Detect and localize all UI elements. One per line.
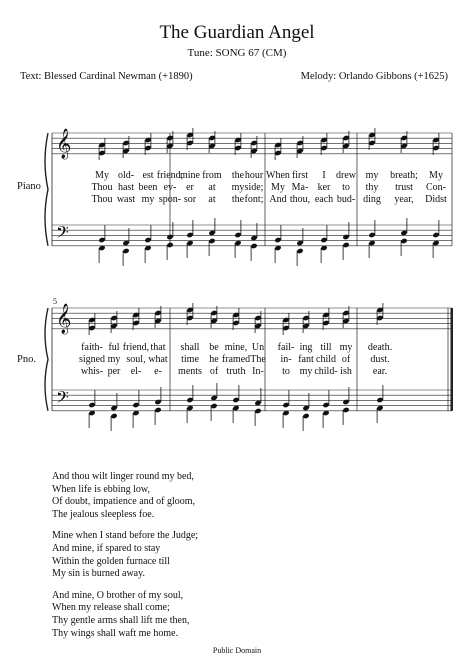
lyric-syllable: child- xyxy=(314,366,338,377)
lyric-syllable: Thou xyxy=(91,194,113,205)
lyric-syllable: thou, xyxy=(289,194,311,205)
lyric-syllable: shall xyxy=(180,342,200,353)
lyric-syllable: est xyxy=(142,170,154,181)
melody-credit: Melody: Orlando Gibbons (+1625) xyxy=(300,71,448,82)
lyric-syllable: at xyxy=(208,194,216,205)
lyric-syllable: My xyxy=(95,170,109,181)
verse-line: Of doubt, impatience and of gloom, xyxy=(52,496,196,508)
lyric-syllable: till xyxy=(320,342,332,353)
lyric-syllable: old- xyxy=(117,170,135,181)
lyric-syllable: ments xyxy=(178,366,202,377)
lyric-syllable: thy xyxy=(365,182,379,193)
bass-clef-icon: 𝄢 xyxy=(56,222,69,246)
lyric-syllable: ker xyxy=(317,182,331,193)
measure-number: 5 xyxy=(53,297,57,306)
instrument-label: Pno. xyxy=(17,354,36,365)
lyric-syllable: been xyxy=(138,182,158,193)
verse-line: And mine, if spared to stay xyxy=(52,542,161,554)
lyric-syllable: fail- xyxy=(277,342,295,353)
lyric-syllable: In- xyxy=(252,366,264,377)
verse-line: And mine, O brother of my soul, xyxy=(52,589,184,601)
verse-line: When life is ebbing low, xyxy=(52,483,150,495)
lyric-syllable: el- xyxy=(130,366,142,377)
lyric-syllable: my xyxy=(365,170,379,181)
lyric-syllable: breath; xyxy=(390,170,418,181)
lyric-syllable: per xyxy=(107,366,121,377)
lyric-syllable: trust xyxy=(395,182,413,193)
lyric-syllable: Un xyxy=(251,342,265,353)
verse-line: Thy gentle arms shall lift me then, xyxy=(52,614,190,626)
text-credit: Text: Blessed Cardinal Newman (+1890) xyxy=(20,71,193,82)
lyric-syllable: to xyxy=(282,366,290,377)
lyric-syllable: that xyxy=(150,342,166,353)
lyric-syllable: mine, xyxy=(224,342,248,353)
instrument-label: Piano xyxy=(17,181,41,192)
verse-line: And thou wilt linger round my bed, xyxy=(52,471,194,482)
lyric-syllable: Thou xyxy=(91,182,113,193)
lyric-syllable: my xyxy=(107,354,121,365)
treble-clef-icon: 𝄞 xyxy=(56,304,72,334)
lyric-syllable: my xyxy=(339,342,353,353)
lyric-syllable: in- xyxy=(280,354,292,365)
lyric-syllable: each xyxy=(314,194,334,205)
lyric-syllable: ear. xyxy=(372,366,388,377)
lyric-syllable: fant xyxy=(298,354,314,365)
lyric-syllable: child xyxy=(316,354,336,365)
lyric-syllable: friend, xyxy=(122,342,150,353)
lyric-syllable: first xyxy=(291,170,309,181)
lyric-syllable: from xyxy=(202,170,222,181)
lyric-syllable: My xyxy=(271,182,285,193)
lyric-syllable: ding xyxy=(363,194,381,205)
lyric-syllable: whis- xyxy=(80,366,104,377)
page-title: The Guardian Angel xyxy=(159,22,315,43)
lyric-syllable: framed xyxy=(221,354,251,365)
lyric-syllable: the xyxy=(231,194,245,205)
verse-stanza xyxy=(52,471,198,521)
lyric-syllable: of xyxy=(209,366,219,377)
lyric-syllable: sor xyxy=(183,194,197,205)
staff-brace xyxy=(45,308,48,411)
lyric-syllable: When xyxy=(266,170,290,181)
lyric-syllable: e- xyxy=(154,366,162,377)
lyric-syllable: my xyxy=(299,366,313,377)
lyric-syllable: year, xyxy=(394,194,414,205)
lyric-syllable: soul, xyxy=(126,354,146,365)
lyric-syllable: spon- xyxy=(158,194,182,205)
lyric-syllable: I xyxy=(322,170,326,181)
lyric-syllable: of xyxy=(341,354,351,365)
verse-line: Thy wings shall waft me home. xyxy=(52,627,179,639)
lyric-syllable: signed xyxy=(78,354,106,365)
lyric-syllable: truth xyxy=(226,366,246,377)
lyric-syllable: ish xyxy=(340,366,352,377)
verse-stanzas xyxy=(52,471,198,649)
verse-stanza xyxy=(52,590,198,640)
verse-stanza xyxy=(52,530,198,580)
lyric-syllable: time xyxy=(181,354,199,365)
lyric-syllable: be xyxy=(209,342,219,353)
verse-line: Mine when I stand before the Judge; xyxy=(52,530,199,542)
tune-subtitle: Tune: SONG 67 (CM) xyxy=(187,47,287,59)
treble-clef-icon: 𝄞 xyxy=(56,129,72,159)
lyric-syllable: font; xyxy=(244,194,264,205)
lyric-syllable: ful xyxy=(108,342,120,353)
lyric-syllable: at xyxy=(208,182,216,193)
lyric-syllable: my xyxy=(231,182,245,193)
lyric-syllable: Ma- xyxy=(291,182,309,193)
verse-line: When my release shall come; xyxy=(52,602,170,614)
lyric-syllable: what xyxy=(148,354,168,365)
lyric-syllable: And xyxy=(269,194,287,205)
staff-brace xyxy=(45,133,48,246)
lyric-syllable: friend, xyxy=(156,170,184,181)
final-barline-thick xyxy=(451,308,454,411)
lyric-syllable: bud- xyxy=(336,194,356,205)
lyric-syllable: hour xyxy=(244,170,264,181)
lyric-syllable: hast xyxy=(117,182,135,193)
lyric-syllable: side; xyxy=(244,182,264,193)
lyric-syllable: dust. xyxy=(370,354,390,365)
lyric-syllable: to xyxy=(342,182,350,193)
lyric-syllable: Didst xyxy=(425,194,447,205)
verse-line: My sin is burned away. xyxy=(52,568,145,580)
lyric-syllable: drew xyxy=(336,170,356,181)
lyric-syllable: my xyxy=(141,194,155,205)
verse-line: Within the golden furnace till xyxy=(52,555,170,567)
lyric-syllable: the xyxy=(231,170,245,181)
lyric-syllable: The xyxy=(250,354,266,365)
copyright-footer: Public Domain xyxy=(212,646,262,655)
lyric-syllable: mine xyxy=(180,170,200,181)
lyric-syllable: he xyxy=(209,354,219,365)
lyric-syllable: wast xyxy=(116,194,136,205)
lyric-syllable: faith- xyxy=(81,342,103,353)
lyric-syllable: My xyxy=(429,170,443,181)
verse-line: The jealous sleepless foe. xyxy=(52,508,155,520)
lyric-syllable: Con- xyxy=(426,182,446,193)
lyric-syllable: death. xyxy=(367,342,393,353)
lyric-syllable: er xyxy=(186,182,194,193)
lyric-syllable: ing xyxy=(299,342,313,353)
lyric-syllable: ev- xyxy=(163,182,177,193)
bass-clef-icon: 𝄢 xyxy=(56,387,69,411)
